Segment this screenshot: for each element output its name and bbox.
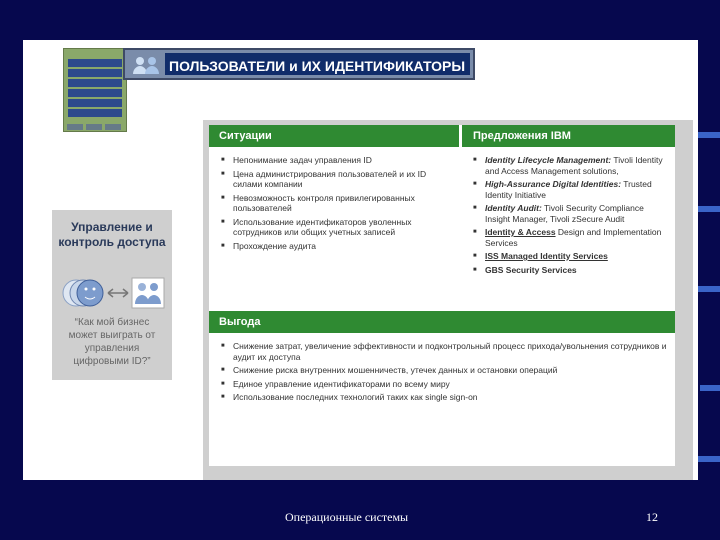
panel-title: Управление и контроль доступа — [58, 220, 166, 249]
list-item: ■ Identity & Access Design and Implementation Services — [471, 227, 671, 248]
users-icon — [131, 54, 161, 76]
situations-header: Ситуации — [219, 130, 272, 142]
header-bar-benefit — [209, 311, 675, 333]
list-item: ■ Использование идентификаторов уволенных сотрудников или общих учетных записей — [219, 217, 455, 238]
list-item: ■ Identity Lifecycle Management: Tivoli Identity and Access Management solutions, — [471, 155, 671, 176]
slide-title: ПОЛЬЗОВАТЕЛИ и ИХ ИДЕНТИФИКАТОРЫ — [169, 58, 466, 74]
list-item: ■ Невозможность контроля привилегированных пользователей — [219, 193, 455, 214]
access-control-panel — [52, 210, 172, 380]
offers-list — [471, 155, 671, 278]
list-item: ■ High-Assurance Digital Identities: Trusted Identity Initiative — [471, 179, 671, 200]
benefit-header: Выгода — [219, 316, 261, 328]
content-box — [209, 125, 675, 466]
slide — [23, 40, 698, 480]
list-item: ■ Использование последних технологий таких как single sign-on — [219, 392, 669, 403]
list-item: ■ Снижение риска внутренних мошенничеств, утечек данных и остановки операций — [219, 365, 669, 376]
title-bar — [123, 48, 475, 80]
list-item: ■ Identity Audit: Tivoli Security Compliance Insight Manager, Tivoli zSecure Audit — [471, 203, 671, 224]
benefit-list — [219, 341, 669, 406]
list-item: ■ Прохождение аудита — [219, 241, 455, 252]
offers-header: Предложения IBM — [473, 130, 571, 142]
list-item: ■ Единое управление идентификаторами по всему миру — [219, 379, 669, 390]
list-item: ■ Непонимание задач управления ID — [219, 155, 455, 166]
page-number: 12 — [646, 510, 658, 524]
ibm-framework-thumbnail — [63, 48, 127, 132]
footer-text: Операционные системы — [285, 510, 409, 524]
situations-list — [219, 155, 455, 254]
identity-faces-icon — [62, 276, 166, 310]
header-bar-top — [209, 125, 675, 147]
list-item: ■ Снижение затрат, увеличение эффективности и подконтрольный процесс прихода/увольнения сотрудников и аудит их доступа — [219, 341, 669, 362]
list-item: ■ Цена администрирования пользователей и их ID силами компании — [219, 169, 455, 190]
list-item: ■ ISS Managed Identity Services — [471, 251, 671, 262]
list-item: ■ GBS Security Services — [471, 265, 671, 276]
panel-quote: “Как мой бизнес может выиграть от управления цифровыми ID?” — [68, 317, 156, 367]
bg-stripe — [700, 385, 720, 391]
